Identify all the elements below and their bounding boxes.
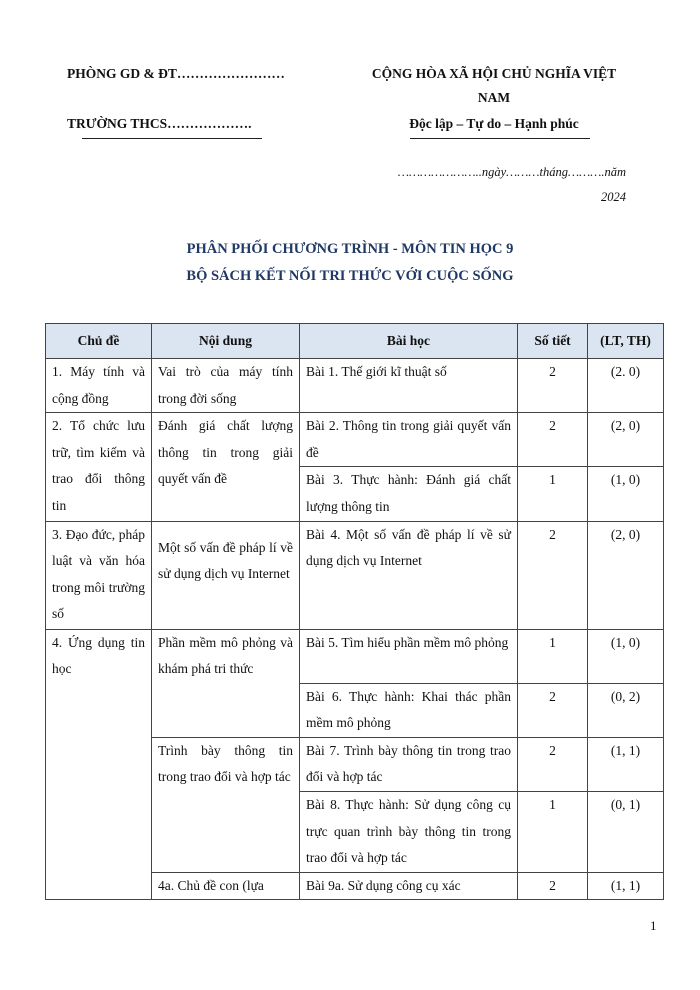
ratio-cell: (1, 1)	[588, 737, 664, 791]
lesson-cell: Bài 2. Thông tin trong giải quyết vấn đề	[300, 413, 518, 467]
school-label: TRƯỜNG THCS……………….	[67, 116, 252, 131]
ratio-cell: (0, 2)	[588, 683, 664, 737]
content-cell: 4a. Chủ đề con (lựa	[152, 872, 300, 900]
department-label: PHÒNG GD & ĐT……………………	[67, 66, 285, 81]
header-lesson: Bài học	[300, 324, 518, 359]
content-cell: Vai trò của máy tính trong đời sống	[152, 359, 300, 413]
lesson-cell: Bài 5. Tìm hiểu phần mềm mô phỏng	[300, 629, 518, 683]
nation-line1: CỘNG HÒA XÃ HỘI CHỦ NGHĨA VIỆT	[371, 66, 617, 81]
date-line: …………………..ngày………tháng……….năm	[397, 165, 626, 179]
header-topic: Chủ đề	[46, 324, 152, 359]
ratio-cell: (2. 0)	[588, 359, 664, 413]
periods-cell: 2	[518, 521, 588, 629]
topic-cell: 2. Tổ chức lưu trữ, tìm kiếm và trao đổi thông tin	[46, 413, 152, 521]
header-periods: Số tiết	[518, 324, 588, 359]
lesson-cell: Bài 8. Thực hành: Sử dụng công cụ trực quan trình bày thông tin trong trao đổi và hợp tác	[300, 791, 518, 872]
periods-cell: 2	[518, 737, 588, 791]
table-row	[46, 629, 664, 683]
content-cell: Phần mềm mô phỏng và khám phá tri thức	[152, 629, 300, 737]
ratio-cell: (1, 1)	[588, 872, 664, 900]
date-year: 2024	[601, 190, 626, 204]
periods-cell: 1	[518, 629, 588, 683]
school-underline	[82, 138, 262, 139]
nation-line2: NAM	[477, 90, 511, 105]
table-row	[46, 521, 664, 629]
lesson-cell: Bài 3. Thực hành: Đánh giá chất lượng thông tin	[300, 467, 518, 521]
ratio-cell: (2, 0)	[588, 413, 664, 467]
table-header-row	[46, 324, 664, 359]
lesson-cell: Bài 9a. Sử dụng công cụ xác	[300, 872, 518, 900]
content-cell: Trình bày thông tin trong trao đổi và hợp tác	[152, 737, 300, 872]
ratio-cell: (0, 1)	[588, 791, 664, 872]
periods-cell: 1	[518, 467, 588, 521]
lesson-cell: Bài 6. Thực hành: Khai thác phần mềm mô phỏng	[300, 683, 518, 737]
motto-underline	[410, 138, 590, 139]
topic-cell: 3. Đạo đức, pháp luật và văn hóa trong môi trường số	[46, 521, 152, 629]
periods-cell: 1	[518, 791, 588, 872]
motto: Độc lập – Tự do – Hạnh phúc	[409, 116, 579, 131]
doc-title-line1: PHÂN PHỐI CHƯƠNG TRÌNH - MÔN TIN HỌC 9	[186, 241, 514, 257]
header-ratio: (LT, TH)	[588, 324, 664, 359]
periods-cell: 2	[518, 359, 588, 413]
curriculum-table	[45, 323, 664, 900]
table-row	[46, 413, 664, 467]
periods-cell: 2	[518, 683, 588, 737]
content-cell: Một số vấn đề pháp lí về sử dụng dịch vụ Internet	[152, 521, 300, 629]
ratio-cell: (1, 0)	[588, 467, 664, 521]
lesson-cell: Bài 7. Trình bày thông tin trong trao đổi và hợp tác	[300, 737, 518, 791]
lesson-cell: Bài 1. Thế giới kĩ thuật số	[300, 359, 518, 413]
doc-title-line2: BỘ SÁCH KẾT NỐI TRI THỨC VỚI CUỘC SỐNG	[186, 268, 514, 284]
lesson-cell: Bài 4. Một số vấn đề pháp lí về sử dụng dịch vụ Internet	[300, 521, 518, 629]
table-row	[46, 359, 664, 413]
periods-cell: 2	[518, 413, 588, 467]
ratio-cell: (1, 0)	[588, 629, 664, 683]
header-content: Nội dung	[152, 324, 300, 359]
content-cell: Đánh giá chất lượng thông tin trong giải quyết vấn đề	[152, 413, 300, 521]
topic-cell: 4. Ứng dụng tin học	[46, 629, 152, 900]
topic-cell: 1. Máy tính và cộng đồng	[46, 359, 152, 413]
ratio-cell: (2, 0)	[588, 521, 664, 629]
page-number: 1	[650, 918, 657, 933]
periods-cell: 2	[518, 872, 588, 900]
